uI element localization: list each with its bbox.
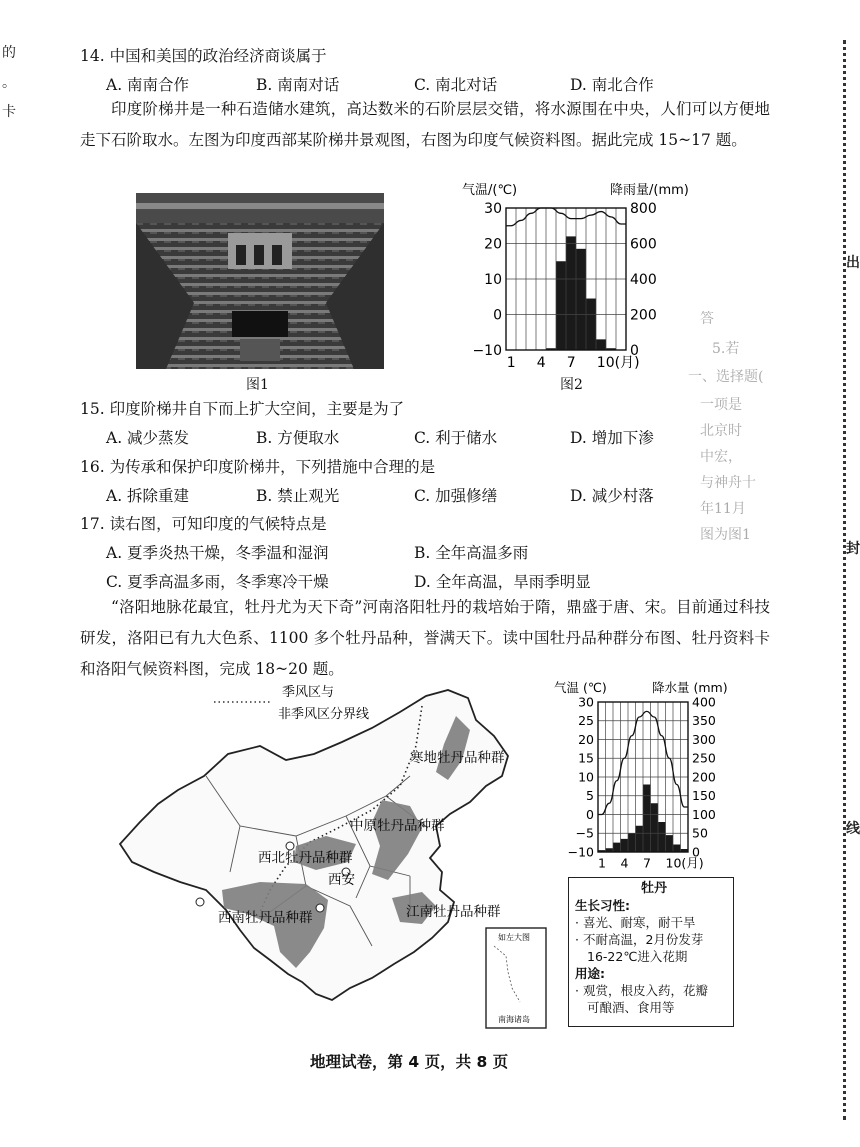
y-left-tick-label: 10	[578, 769, 594, 785]
y-left-tick-label: −10	[567, 844, 594, 860]
option-d: D. 南北合作	[570, 76, 654, 94]
india-climate-chart	[452, 180, 692, 376]
edge-fragment: 的	[2, 45, 16, 61]
chart1-y-left-label: 气温/(℃)	[462, 183, 518, 198]
y-right-tick-label: 300	[692, 731, 716, 747]
y-left-tick-label: 25	[578, 713, 594, 729]
chart1-y-right-label: 降雨量/(mm)	[610, 183, 689, 198]
label-northeast: 寒地牡丹品种群	[410, 750, 505, 766]
y-right-tick-label: 600	[630, 236, 657, 253]
precip-bar	[596, 339, 606, 350]
x-tick-label: 10(月)	[596, 355, 640, 371]
option-a: A. 减少蒸发	[106, 429, 190, 447]
precip-bar	[628, 833, 636, 852]
y-left-tick-label: 20	[578, 731, 594, 747]
use-item: 可酿酒、食用等	[587, 1000, 675, 1015]
south-china-sea-inset	[486, 928, 546, 1028]
chart2-y-left-label: 气温 (℃)	[554, 680, 607, 695]
label-jiangnan: 江南牡丹品种群	[406, 904, 501, 920]
city-marker	[316, 904, 324, 912]
precip-bar	[673, 845, 681, 853]
edge-fragment: 出	[846, 255, 860, 271]
y-right-tick-label: 200	[692, 769, 716, 785]
y-right-tick-label: 50	[692, 825, 708, 841]
map-legend-line1: 季风区与	[282, 685, 335, 700]
y-left-tick-label: 30	[578, 694, 594, 710]
y-right-tick-label: 250	[692, 750, 716, 766]
x-tick-label: 7	[643, 855, 651, 871]
precip-bar	[651, 803, 659, 852]
x-tick-label: 7	[566, 355, 576, 371]
use-title: 用途:	[575, 966, 605, 981]
edge-fragment: 。	[2, 75, 16, 91]
y-right-tick-label: 100	[692, 806, 716, 822]
use-item: · 观赏，根皮入药，花瓣	[575, 983, 708, 998]
faint-text: 年11月	[700, 501, 746, 517]
option-b: B. 全年高温多雨	[414, 544, 529, 562]
question-16-stem: 16. 为传承和保护印度阶梯井，下列措施中合理的是	[80, 458, 436, 476]
city-marker	[286, 842, 294, 850]
intro-paragraph-peony: “洛阳地脉花最宜，牡丹尤为天下奇”河南洛阳牡丹的栽培始于隋，鼎盛于唐、宋。目前通过科技研发，洛阳已有九大色系、1100 多个牡丹品种，誉满天下。读中国牡丹品种群分布图、牡丹资料卡和洛阳气候资料图，完成 18~20 题。	[80, 598, 770, 678]
option-c: C. 南北对话	[414, 76, 498, 94]
habit-title: 生长习性:	[575, 898, 630, 913]
habit-item: · 不耐高温，2月份发芽	[575, 932, 704, 947]
faint-text: 一、选择题(	[688, 369, 764, 385]
question-15-stem: 15. 印度阶梯井自下而上扩大空间，主要是为了	[80, 400, 405, 418]
question-14-stem: 14. 中国和美国的政治经济商谈属于	[80, 47, 327, 65]
y-right-tick-label: 150	[692, 788, 716, 804]
y-left-tick-label: −10	[472, 342, 502, 359]
precip-bar	[613, 843, 621, 852]
precip-bar	[643, 785, 651, 853]
y-left-tick-label: 20	[484, 236, 502, 253]
luoyang-climate-chart	[552, 676, 752, 872]
precip-bar	[556, 261, 566, 350]
figure-2-caption: 图2	[560, 377, 583, 393]
option-b: B. 南南对话	[256, 76, 340, 94]
page-footer: 地理试卷，第 4 页，共 8 页	[310, 1053, 509, 1071]
y-left-tick-label: 15	[578, 750, 594, 766]
faint-text: 中宏，	[700, 449, 742, 465]
y-left-tick-label: 0	[493, 307, 502, 324]
option-c: C. 加强修缮	[414, 487, 498, 505]
binding-dotted-line	[843, 40, 846, 1120]
faint-text: 图为图1	[700, 527, 751, 543]
label-central: 中原牡丹品种群	[350, 818, 445, 834]
option-c: C. 利于储水	[414, 429, 498, 447]
city-marker	[196, 898, 204, 906]
label-northwest: 西北牡丹品种群	[258, 850, 353, 866]
precip-bar	[576, 249, 586, 350]
chart2-y-right-label: 降水量 (mm)	[652, 680, 728, 695]
peony-info-card	[568, 877, 734, 1027]
inset-label: 南海诸岛	[498, 1015, 530, 1024]
x-tick-label: 1	[506, 355, 516, 371]
option-a: A. 拆除重建	[106, 487, 190, 505]
y-right-tick-label: 0	[630, 342, 639, 359]
y-left-tick-label: 30	[484, 200, 502, 217]
x-tick-label: 10(月)	[665, 855, 704, 871]
option-b: B. 禁止观光	[256, 487, 340, 505]
faint-text: 与神舟十	[700, 475, 756, 491]
option-d: D. 减少村落	[570, 487, 654, 505]
y-right-tick-label: 200	[630, 307, 657, 324]
faint-text: 北京时	[700, 423, 742, 439]
habit-item: · 喜光、耐寒，耐干旱	[575, 915, 696, 930]
precip-bar	[636, 826, 644, 852]
question-17-stem: 17. 读右图，可知印度的气候特点是	[80, 515, 327, 533]
inset-title: 如左大图	[498, 933, 530, 942]
label-southwest: 西南牡丹品种群	[218, 910, 313, 926]
option-a: A. 夏季炎热干燥，冬季温和湿润	[106, 544, 329, 562]
y-right-tick-label: 400	[630, 271, 657, 288]
edge-fragment: 线	[846, 821, 860, 837]
y-left-tick-label: 10	[484, 271, 502, 288]
y-right-tick-label: 800	[630, 200, 657, 217]
option-b: B. 方便取水	[256, 429, 340, 447]
faint-text: 答	[700, 311, 714, 327]
y-left-tick-label: 0	[586, 806, 594, 822]
x-tick-label: 4	[620, 855, 629, 871]
habit-item: 16-22℃进入花期	[587, 949, 688, 964]
label-xian: 西安	[328, 872, 355, 888]
option-a: A. 南南合作	[106, 76, 190, 94]
stepwell-photo	[136, 193, 384, 369]
y-left-tick-label: 5	[586, 788, 594, 804]
precip-bar	[658, 822, 666, 852]
y-right-tick-label: 400	[692, 694, 716, 710]
precip-bar	[621, 839, 629, 852]
option-d: D. 全年高温，旱雨季明显	[414, 573, 591, 591]
precip-bar	[586, 299, 596, 350]
y-left-tick-label: −5	[575, 825, 594, 841]
faint-text: 5.若	[712, 341, 740, 357]
figure-1-caption: 图1	[246, 377, 269, 393]
y-right-tick-label: 350	[692, 713, 716, 729]
edge-fragment: 封	[846, 541, 860, 557]
option-d: D. 增加下渗	[570, 429, 654, 447]
x-tick-label: 4	[536, 355, 546, 371]
x-tick-label: 1	[598, 855, 606, 871]
card-title: 牡丹	[640, 881, 667, 896]
china-peony-map	[110, 676, 570, 1036]
y-right-tick-label: 0	[692, 844, 700, 860]
edge-fragment: 卡	[2, 104, 16, 120]
map-legend-line2: 非季风区分界线	[278, 707, 370, 722]
faint-text: 一项是	[700, 397, 742, 413]
intro-paragraph-stepwell: 印度阶梯井是一种石造储水建筑，高达数米的石阶层层交错，将水源围在中央，人们可以方便地走下石阶取水。左图为印度西部某阶梯井景观图，右图为印度气候资料图。据此完成 15~17 题。	[80, 100, 770, 149]
precip-bar	[566, 236, 576, 350]
precip-bar	[666, 835, 674, 852]
option-c: C. 夏季高温多雨，冬季寒冷干燥	[106, 573, 329, 591]
